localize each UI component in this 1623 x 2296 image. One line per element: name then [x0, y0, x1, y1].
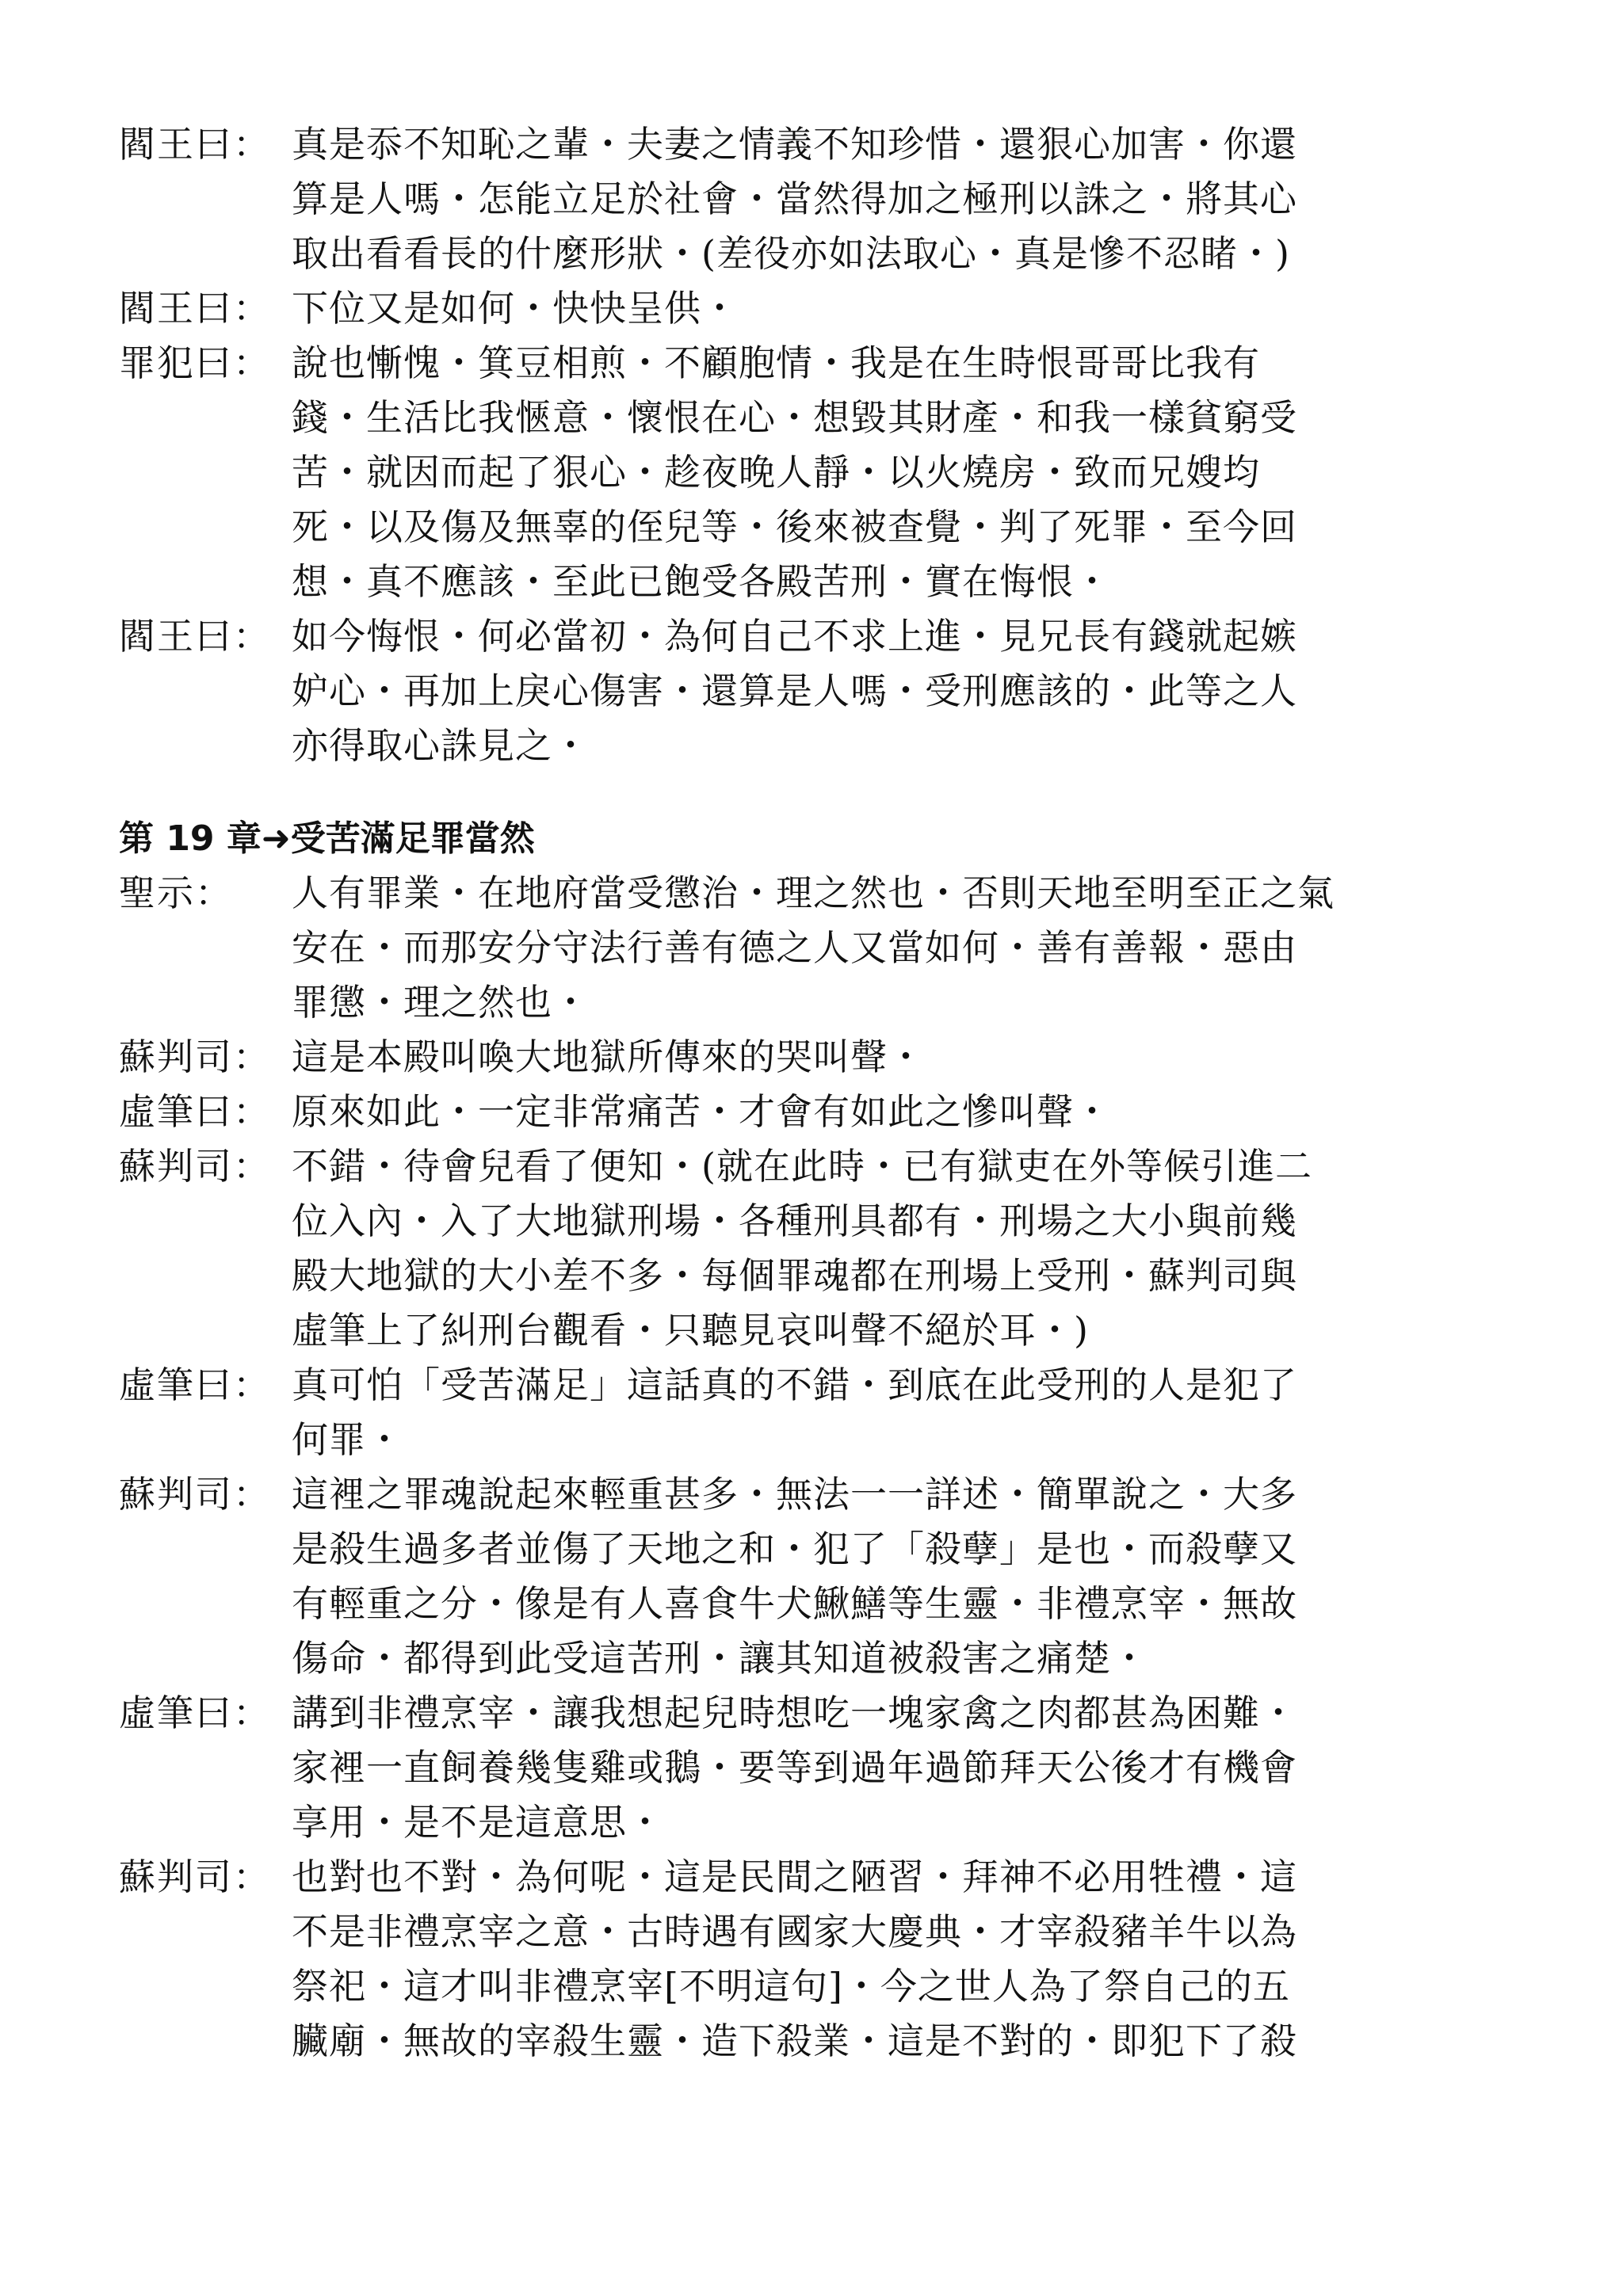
text-line: 如今悔恨・何必當初・為何自己不求上進・見兄長有錢就起嫉 — [292, 615, 1297, 658]
text-line: 有輕重之分・像是有人喜食牛犬鰍鱔等生靈・非禮烹宰・無故 — [292, 1582, 1297, 1625]
dialogue-entry — [119, 1467, 1514, 1686]
text-line: 享用・是不是這意思・ — [292, 1801, 664, 1844]
speech-text — [292, 117, 1514, 281]
speaker-label: 閻王曰： — [119, 287, 271, 330]
document-page — [119, 117, 1514, 2069]
text-line: 祭祀・這才叫非禮烹宰[不明這句]・今之世人為了祭自己的五 — [292, 1965, 1290, 2008]
dialogue-entry — [119, 1850, 1514, 2069]
dialogue-entry — [119, 336, 1514, 609]
dialogue-entry — [119, 866, 1514, 1030]
text-line: 這是本殿叫喚大地獄所傳來的哭叫聲・ — [292, 1035, 925, 1078]
speech-text — [292, 1358, 1514, 1467]
dialogue-entry — [119, 609, 1514, 773]
text-line: 講到非禮烹宰・讓我想起兒時想吃一塊家禽之肉都甚為困難・ — [292, 1691, 1297, 1734]
dialogue-entry — [119, 1686, 1514, 1850]
dialogue-block-bottom — [119, 866, 1514, 2069]
dialogue-entry — [119, 1030, 1514, 1085]
text-line: 想・真不應該・至此已飽受各殿苦刑・實在悔恨・ — [292, 560, 1111, 603]
text-line: 臟廟・無故的宰殺生靈・造下殺業・這是不對的・即犯下了殺 — [292, 2019, 1297, 2062]
speech-text — [292, 609, 1514, 773]
speaker-label: 虛筆曰： — [119, 1090, 271, 1133]
speech-text — [292, 1850, 1514, 2069]
text-line: 死・以及傷及無辜的侄兒等・後來被查覺・判了死罪・至今回 — [292, 505, 1297, 548]
speech-text — [292, 1467, 1514, 1686]
text-line: 真是忝不知恥之輩・夫妻之情義不知珍惜・還狠心加害・你還 — [292, 123, 1297, 166]
speaker-label: 閻王曰： — [119, 123, 271, 166]
text-line: 算是人嗎・怎能立足於社會・當然得加之極刑以誅之・將其心 — [292, 177, 1297, 220]
speech-text — [292, 866, 1514, 1030]
speech-text — [292, 281, 1514, 336]
text-line: 苦・就因而起了狠心・趁夜晚人靜・以火燒房・致而兄嫂均 — [292, 451, 1260, 494]
speaker-label: 蘇判司： — [119, 1473, 271, 1516]
text-line: 亦得取心誅見之・ — [292, 724, 590, 767]
speaker-label: 閻王曰： — [119, 615, 271, 658]
speaker-label: 虛筆曰： — [119, 1363, 271, 1406]
text-line: 說也慚愧・箕豆相煎・不顧胞情・我是在生時恨哥哥比我有 — [292, 341, 1260, 384]
text-line: 錢・生活比我愜意・懷恨在心・想毀其財產・和我一樣貧窮受 — [292, 396, 1297, 439]
speech-text — [292, 1030, 1514, 1085]
text-line: 這裡之罪魂說起來輕重甚多・無法一一詳述・簡單說之・大多 — [292, 1473, 1297, 1516]
text-line: 真可怕「受苦滿足」這話真的不錯・到底在此受刑的人是犯了 — [292, 1363, 1297, 1406]
text-line: 也對也不對・為何呢・這是民間之陋習・拜神不必用牲禮・這 — [292, 1855, 1297, 1898]
text-line: 位入內・入了大地獄刑場・各種刑具都有・刑場之大小與前幾 — [292, 1199, 1297, 1242]
speech-text — [292, 1085, 1514, 1139]
speaker-label: 聖示： — [119, 871, 233, 914]
speaker-label: 蘇判司： — [119, 1145, 271, 1188]
text-line: 人有罪業・在地府當受懲治・理之然也・否則天地至明至正之氣 — [292, 871, 1335, 914]
dialogue-entry — [119, 1085, 1514, 1139]
speech-text — [292, 1139, 1514, 1358]
dialogue-entry — [119, 1139, 1514, 1358]
text-line: 下位又是如何・快快呈供・ — [292, 287, 739, 330]
text-line: 傷命・都得到此受這苦刑・讓其知道被殺害之痛楚・ — [292, 1637, 1148, 1680]
text-line: 何罪・ — [292, 1418, 403, 1461]
dialogue-entry — [119, 1358, 1514, 1467]
text-line: 安在・而那安分守法行善有德之人又當如何・善有善報・惡由 — [292, 926, 1297, 969]
text-line: 罪懲・理之然也・ — [292, 981, 590, 1024]
speaker-label: 蘇判司： — [119, 1855, 271, 1898]
speech-text — [292, 1686, 1514, 1850]
speaker-label: 虛筆曰： — [119, 1691, 271, 1734]
text-line: 虛筆上了糾刑台觀看・只聽見哀叫聲不絕於耳・) — [292, 1309, 1089, 1352]
text-line: 取出看看長的什麼形狀・(差役亦如法取心・真是慘不忍睹・) — [292, 232, 1290, 275]
speech-text — [292, 336, 1514, 609]
text-line: 殿大地獄的大小差不多・每個罪魂都在刑場上受刑・蘇判司與 — [292, 1254, 1297, 1297]
dialogue-entry — [119, 117, 1514, 281]
chapter-heading: 第 19 章➜受苦滿足罪當然 — [119, 818, 535, 859]
text-line: 妒心・再加上戾心傷害・還算是人嗎・受刑應該的・此等之人 — [292, 669, 1297, 712]
text-line: 不是非禮烹宰之意・古時遇有國家大慶典・才宰殺豬羊牛以為 — [292, 1910, 1297, 1953]
text-line: 是殺生過多者並傷了天地之和・犯了「殺孽」是也・而殺孽又 — [292, 1527, 1297, 1570]
speaker-label: 罪犯曰： — [119, 341, 271, 384]
dialogue-block-top — [119, 117, 1514, 773]
text-line: 不錯・待會兒看了便知・(就在此時・已有獄吏在外等候引進二 — [292, 1145, 1312, 1188]
dialogue-entry — [119, 281, 1514, 336]
text-line: 原來如此・一定非常痛苦・才會有如此之慘叫聲・ — [292, 1090, 1111, 1133]
speaker-label: 蘇判司： — [119, 1035, 271, 1078]
text-line: 家裡一直飼養幾隻雞或鵝・要等到過年過節拜天公後才有機會 — [292, 1746, 1297, 1789]
